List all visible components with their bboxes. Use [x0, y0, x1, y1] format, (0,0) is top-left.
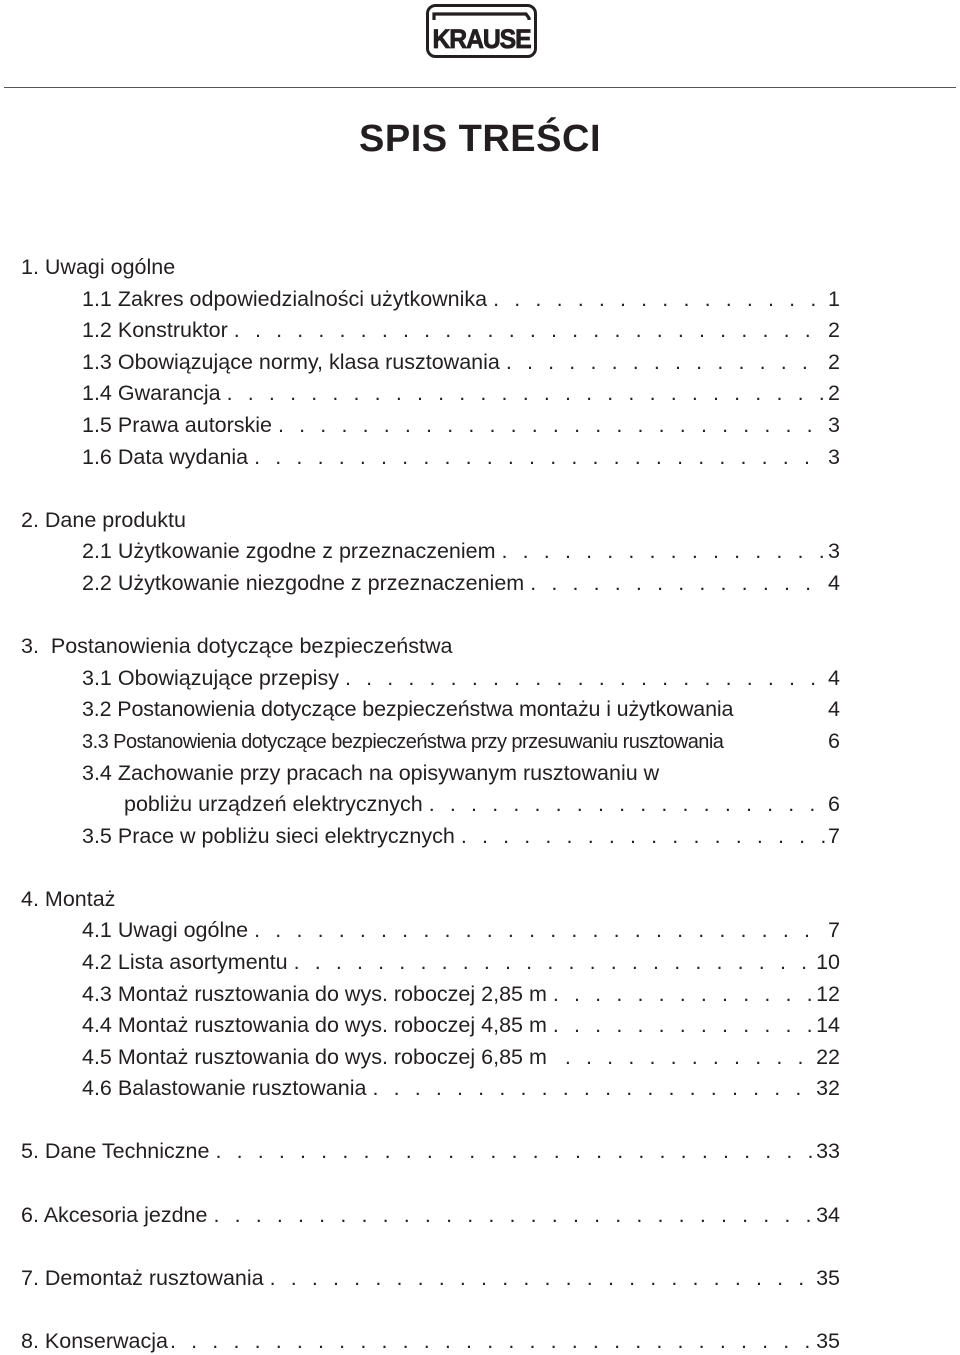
- leader-dots: [461, 822, 825, 850]
- toc-section-heading: 4. Montaż: [21, 887, 116, 911]
- toc-entry[interactable]: 4.5 Montaż rusztowania do wys. roboczej 6,85 m . . . 22: [82, 1043, 840, 1071]
- toc-entry[interactable]: 2.1 Użytkowanie zgodne z przeznaczeniem . . . 3: [82, 537, 840, 565]
- leader-dots: [345, 664, 825, 692]
- leader-dots: [565, 1043, 813, 1071]
- toc-entry[interactable]: 4.3 Montaż rusztowania do wys. roboczej 2,85 m . . . 12: [82, 980, 840, 1008]
- toc-entry[interactable]: 3.3 Postanowienia dotyczące bezpieczeństwa przy przesuwaniu rusztowania 6: [82, 729, 840, 753]
- toc-entry[interactable]: 1.6 Data wydania . . . 3: [82, 443, 840, 471]
- leader-dots: [493, 285, 825, 313]
- toc-entry[interactable]: 4.1 Uwagi ogólne . . . 7: [82, 916, 840, 944]
- page-title: SPIS TREŚCI: [359, 118, 601, 160]
- toc-entry[interactable]: 3.5 Prace w pobliżu sieci elektrycznych . . . 7: [82, 822, 840, 850]
- toc-entry[interactable]: 5. Dane Techniczne . . . 33: [21, 1137, 840, 1165]
- toc-entry[interactable]: 3.1 Obowiązujące przepisy . . . 4: [82, 664, 840, 692]
- toc-section-heading: 3. Postanowienia dotyczące bezpieczeństwa: [21, 634, 453, 658]
- leader-dots: [170, 1327, 813, 1355]
- leader-dots: [553, 980, 813, 1008]
- toc-entry[interactable]: 1.4 Gwarancja . . . 2: [82, 379, 840, 407]
- leader-dots: [278, 411, 825, 439]
- leader-dots: [227, 379, 825, 407]
- leader-dots: [213, 1201, 813, 1229]
- toc-entry[interactable]: 1.3 Obowiązujące normy, klasa rusztowania . . . 2: [82, 348, 840, 376]
- toc-section-heading: 2. Dane produktu: [21, 508, 186, 532]
- toc-entry[interactable]: 1.2 Konstruktor . . . 2: [82, 316, 840, 344]
- logo-wordmark: KRAUSE: [432, 24, 531, 54]
- leader-dots: [372, 1074, 813, 1102]
- toc-entry[interactable]: 7. Demontaż rusztowania . . . 35: [21, 1264, 840, 1292]
- toc-entry-line2[interactable]: pobliżu urządzeń elektrycznych . . . 6: [124, 790, 840, 818]
- toc-entry[interactable]: 4.2 Lista asortymentu . . . 10: [82, 948, 840, 976]
- leader-dots: [506, 348, 825, 376]
- leader-dots: [502, 537, 826, 565]
- toc-section-heading: 1. Uwagi ogólne: [21, 255, 176, 279]
- leader-dots: [254, 916, 825, 944]
- toc-entry[interactable]: 8. Konserwacja . . . 35: [21, 1327, 840, 1355]
- toc-entry[interactable]: 4.4 Montaż rusztowania do wys. roboczej 4,85 m . . . 14: [82, 1011, 840, 1039]
- toc-entry[interactable]: 1.5 Prawa autorskie . . . 3: [82, 411, 840, 439]
- leader-dots: [254, 443, 825, 471]
- leader-dots: [429, 790, 825, 818]
- leader-dots: [215, 1137, 813, 1165]
- toc-entry[interactable]: 6. Akcesoria jezdne . . . 34: [21, 1201, 840, 1229]
- leader-dots: [270, 1264, 813, 1292]
- leader-dots: [553, 1011, 813, 1039]
- toc-entry[interactable]: 2.2 Użytkowanie niezgodne z przeznaczeniem . . . 4: [82, 569, 840, 597]
- leader-dots: [530, 569, 825, 597]
- toc-entry-line1[interactable]: 3.4 Zachowanie przy pracach na opisywanym rusztowaniu w: [82, 761, 660, 785]
- toc-entry[interactable]: 4.6 Balastowanie rusztowania . . . 32: [82, 1074, 840, 1102]
- leader-dots: [234, 316, 825, 344]
- toc-entry[interactable]: 3.2 Postanowienia dotyczące bezpieczeństwa montażu i użytkowania 4: [82, 697, 840, 721]
- leader-dots: [294, 948, 814, 976]
- toc-entry[interactable]: 1.1 Zakres odpowiedzialności użytkownika . . . 1: [82, 285, 840, 313]
